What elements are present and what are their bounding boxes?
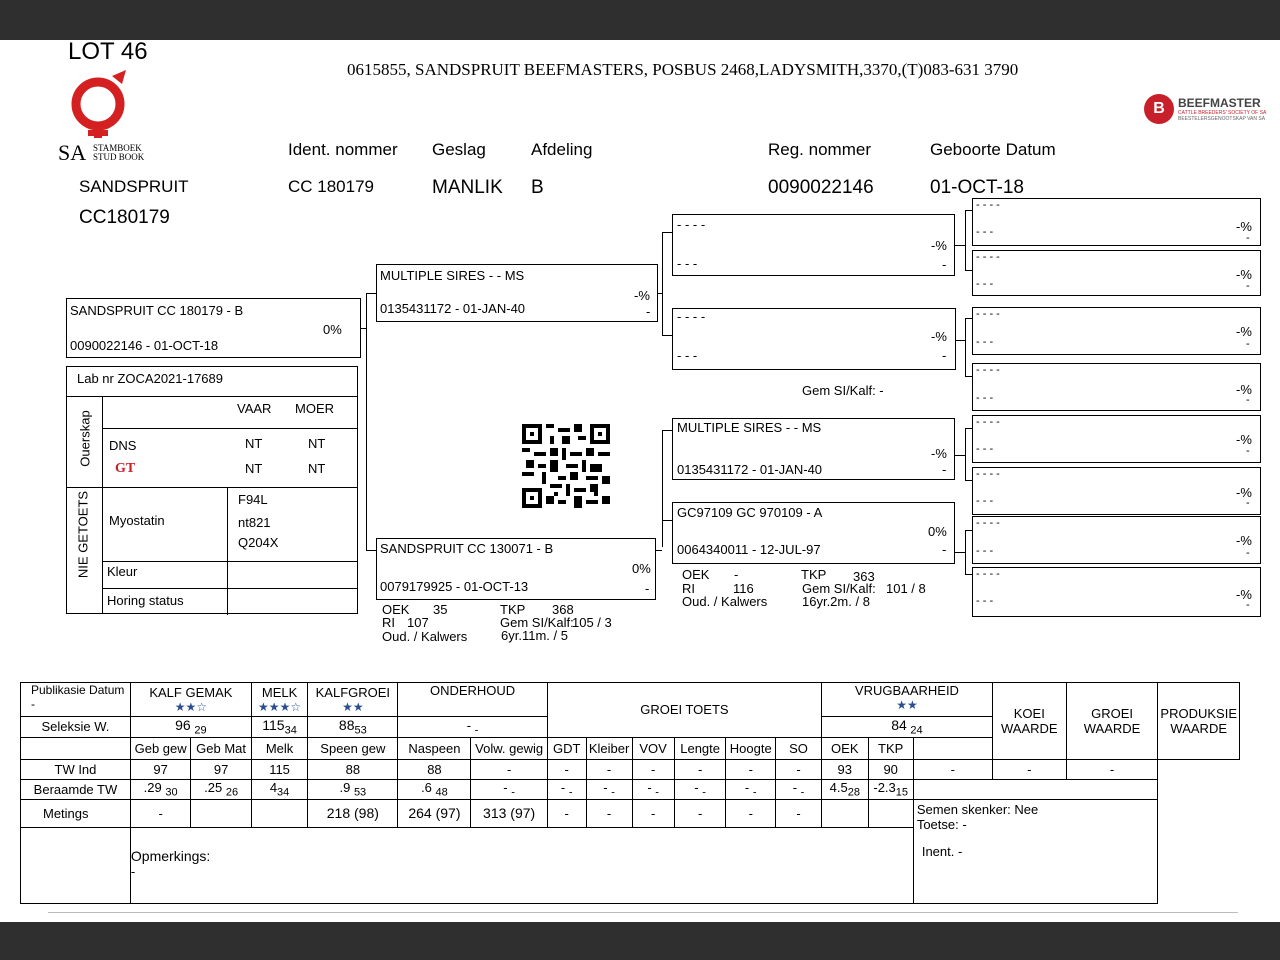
sire-pct: -%	[634, 288, 650, 303]
bt-cell	[130, 779, 190, 799]
col-so: SO	[776, 737, 822, 759]
met-cell: -	[130, 799, 190, 827]
opmerkings-label: Opmerkings:	[130, 847, 211, 864]
dam-tkp: 368	[552, 602, 574, 617]
melk-stars: ★★★☆	[258, 700, 302, 714]
footer-rule	[48, 912, 1238, 913]
ggp5-dash: -	[1246, 445, 1250, 457]
tw-cell: -	[674, 759, 726, 779]
gp4-gem: 101 / 8	[886, 581, 926, 596]
ggp8-dash: -	[1246, 599, 1250, 611]
col-speen-gew: Speen gew	[308, 737, 398, 759]
animal-pct: 0%	[323, 322, 342, 337]
nie-getoets-label: NIE GETOETS	[75, 490, 91, 579]
ggp3-dash: -	[1246, 338, 1250, 350]
sire-dash: -	[646, 304, 651, 319]
kalf-gemak-header	[130, 683, 251, 717]
sel-melk	[251, 717, 307, 738]
seleksie-label: Seleksie W.	[21, 717, 131, 738]
gp3-reg: 0135431172 - 01-JAN-40	[677, 462, 823, 477]
col-kleiber: Kleiber	[586, 737, 632, 759]
col-naspeen: Naspeen	[398, 737, 471, 759]
bt-value: -	[694, 779, 699, 795]
tw-cell: -	[586, 759, 632, 779]
ggp8-reg: - - -	[976, 595, 994, 607]
performance-table	[20, 682, 1240, 904]
gp4-gem-label: Gem SI/Kalf:	[802, 581, 876, 596]
ggp4-reg: - - -	[976, 392, 994, 404]
gp4-dash: -	[942, 542, 947, 557]
gp4-oek: -	[734, 567, 739, 582]
lot-number: LOT 46	[68, 38, 148, 65]
gp4-pct: 0%	[928, 524, 947, 539]
dam-box	[376, 538, 656, 600]
ggp1-pct: -%	[1236, 219, 1252, 234]
bt-cell	[251, 779, 307, 799]
sel-kalfgroei-value: 88	[338, 717, 355, 733]
groei-waarde-header: GROEI WAARDE	[1066, 683, 1158, 760]
sire-connector	[662, 232, 663, 335]
bt-value: -2.3	[873, 779, 896, 795]
bt-value: -	[792, 779, 798, 795]
gp3-pct: -%	[931, 446, 947, 461]
dob-label: Geboorte Datum	[930, 140, 1056, 159]
dam-ri: 107	[407, 615, 429, 630]
tw-cell: 97	[130, 759, 190, 779]
ggp3-name: - - - -	[976, 308, 1000, 320]
bt-value: .25	[204, 779, 223, 795]
gp1-name: - - - -	[677, 217, 706, 232]
gp4-oud-label: Oud. / Kalwers	[682, 594, 768, 609]
ggp6-reg: - - -	[976, 495, 994, 507]
col-lengte: Lengte	[674, 737, 726, 759]
bt-acc: 15	[895, 786, 909, 799]
sel-kalf-value: 96	[175, 717, 191, 733]
lab-box	[66, 366, 358, 614]
ggp-box-1	[972, 198, 1261, 246]
toetse: Toetse: -	[916, 816, 967, 832]
melk-header	[251, 683, 307, 717]
bt-cell	[726, 779, 776, 799]
ident-value: CC 180179	[288, 177, 375, 196]
gp2-reg: - - -	[677, 348, 698, 363]
ggp2-name: - - - -	[976, 251, 1000, 263]
sel-melk-value: 115	[262, 717, 285, 733]
reg-value: 0090022146	[768, 177, 874, 198]
gp4-tkp-label: TKP	[801, 567, 827, 582]
vrugbaarheid-header	[822, 683, 993, 717]
inent: Inent. -	[921, 843, 963, 859]
ggp1-reg: - - -	[976, 226, 994, 238]
tw-cell: 88	[398, 759, 471, 779]
gp1-pct: -%	[931, 238, 947, 253]
bt-cell	[398, 779, 471, 799]
ident-label: Ident. nommer	[288, 140, 398, 159]
bt-value: .29	[143, 779, 162, 795]
dam-gem: 105 / 3	[572, 615, 612, 630]
ggp5-name: - - - -	[976, 416, 1000, 428]
met-cell: 218 (98)	[308, 799, 398, 827]
metings-row	[21, 799, 1240, 827]
tw-cell: -	[776, 759, 822, 779]
gp2-name: - - - -	[677, 309, 706, 324]
dam-dash: -	[645, 581, 650, 596]
bt-value: -	[560, 779, 566, 795]
myostatin-label: Myostatin	[109, 513, 165, 528]
bt-acc: 26	[225, 786, 239, 799]
bt-value: -	[647, 779, 652, 795]
tw-row	[21, 759, 1240, 779]
dam-oek-label: OEK	[382, 602, 410, 617]
groei-toets-header: GROEI TOETS	[547, 683, 821, 738]
animal-box	[66, 298, 361, 358]
lab-number: Lab nr ZOCA2021-17689	[77, 371, 223, 386]
ggp-box-5	[972, 415, 1261, 463]
met-cell: -	[776, 799, 822, 827]
gp1-dash: -	[942, 257, 947, 272]
bt-value: -	[503, 779, 508, 795]
dns-moer-1: NT	[308, 436, 326, 451]
bt-value: .9	[339, 779, 351, 795]
met-cell: -	[726, 799, 776, 827]
bt-cell	[471, 779, 547, 799]
bottom-bar	[0, 922, 1280, 960]
gp4-oud: 16yr.2m. / 8	[802, 594, 870, 609]
geslag-value: MANLIK	[432, 177, 503, 198]
ggp-box-3	[972, 307, 1261, 355]
sa-logo-line2: STUD BOOK	[93, 152, 145, 162]
met-cell: -	[586, 799, 632, 827]
met-cell: -	[547, 799, 586, 827]
ggp8-pct: -%	[1236, 587, 1252, 602]
dam-tkp-label: TKP	[500, 602, 526, 617]
animal-name: SANDSPRUIT CC 180179 - B	[70, 303, 244, 318]
tw-cell: -	[632, 759, 674, 779]
sire-reg: 0135431172 - 01-JAN-40	[380, 301, 526, 316]
sel-onderhoud-acc: -	[474, 724, 479, 737]
publikasie-cell	[21, 683, 131, 717]
bt-value: 4.5	[829, 779, 848, 795]
gt-logo-icon: GT	[115, 461, 136, 476]
dns-vaar-2: NT	[245, 461, 263, 476]
kalfgroei-stars: ★★	[342, 700, 364, 714]
horing-label: Horing status	[107, 593, 184, 608]
ggp5-reg: - - -	[976, 443, 994, 455]
ouerskap-label: Ouerskap	[77, 410, 93, 467]
bt-acc: 30	[165, 786, 178, 799]
herd-name: SANDSPRUIT	[79, 177, 189, 196]
met-cell: -	[632, 799, 674, 827]
tw-cell: 93	[822, 759, 869, 779]
koei-waarde-header: KOEI WAARDE	[992, 683, 1066, 760]
opmerkings-value: -	[130, 863, 136, 879]
col-gdt: GDT	[547, 737, 586, 759]
ggp7-reg: - - -	[976, 545, 994, 557]
myostatin-value-2: nt821	[238, 515, 271, 530]
ggp6-pct: -%	[1236, 485, 1252, 500]
ggp6-dash: -	[1246, 497, 1250, 509]
ggp2-pct: -%	[1236, 267, 1252, 282]
sel-vrug	[822, 717, 993, 738]
col-geb-gew: Geb gew	[130, 737, 190, 759]
publikasie-value: -	[31, 697, 35, 711]
ggp1-dash: -	[1246, 232, 1250, 244]
bt-cell	[308, 779, 398, 799]
bt-extra	[913, 779, 1158, 799]
ggp4-name: - - - -	[976, 364, 1000, 376]
sa-logo-prefix: SA	[58, 140, 87, 165]
ggp3-pct: -%	[1236, 324, 1252, 339]
sire-box	[376, 264, 658, 322]
ggp-box-6	[972, 467, 1261, 515]
sa-logo-line1: STAMBOEK	[93, 143, 142, 153]
bt-cell	[674, 779, 726, 799]
breeder-line: 0615855, SANDSPRUIT BEEFMASTERS, POSBUS 2468,LADYSMITH,3370,(T)083-631 3790	[347, 60, 1019, 79]
bt-cell	[868, 779, 913, 799]
metings-label: Metings	[21, 799, 131, 827]
tw-cell: -	[547, 759, 586, 779]
bt-acc: 48	[435, 786, 448, 799]
notes-cell	[913, 799, 1158, 903]
gp4-ri: 116	[733, 581, 754, 596]
tw-groei: -	[992, 759, 1066, 779]
afdeling-label: Afdeling	[531, 140, 593, 159]
vrugbaarheid-label: VRUGBAARHEID	[854, 683, 959, 698]
beefmaster-name: BEEFMASTER	[1178, 96, 1261, 110]
myostatin-value-3: Q204X	[238, 535, 279, 550]
met-cell	[822, 799, 869, 827]
gp4-tkp: 363	[853, 569, 875, 584]
dob-value: 01-OCT-18	[930, 177, 1024, 198]
grandparent-box-1	[672, 214, 955, 276]
dam-oek: 35	[433, 602, 448, 617]
dns-vaar-1: NT	[245, 436, 263, 451]
tw-produksie: -	[1066, 759, 1158, 779]
semen-skenker: Semen skenker: Nee	[916, 801, 1039, 817]
gp3-name: MULTIPLE SIRES - - MS	[677, 420, 822, 435]
ggp3-reg: - - -	[976, 336, 994, 348]
bt-value: .6	[421, 779, 432, 795]
dam-connector	[662, 430, 663, 547]
ggp-box-4	[972, 363, 1261, 411]
col-hoogte: Hoogte	[726, 737, 776, 759]
sel-onderhoud-value: -	[466, 717, 472, 733]
vaar-label: VAAR	[237, 401, 272, 416]
col-header-blank	[21, 737, 131, 759]
bt-cell	[547, 779, 586, 799]
moer-label: MOER	[295, 401, 334, 416]
onderhoud-header: ONDERHOUD	[398, 683, 547, 717]
kalf-gemak-label: KALF GEMAK	[149, 685, 233, 700]
sire-name: MULTIPLE SIRES - - MS	[380, 268, 525, 283]
ggp-connector-2	[965, 318, 966, 376]
bt-acc: -	[752, 786, 757, 799]
bt-cell	[586, 779, 632, 799]
met-cell	[191, 799, 251, 827]
col-vov: VOV	[632, 737, 674, 759]
tw-label: TW Ind	[21, 759, 131, 779]
tw-cell: 115	[251, 759, 307, 779]
kleur-label: Kleur	[107, 564, 138, 579]
col-tkp: TKP	[868, 737, 913, 759]
met-cell: 313 (97)	[471, 799, 547, 827]
ggp5-pct: -%	[1236, 432, 1252, 447]
qr-code-icon	[522, 424, 610, 508]
gp1-reg: - - -	[677, 256, 698, 271]
dns-label: DNS	[109, 438, 137, 453]
col-geb-mat: Geb Mat	[191, 737, 251, 759]
melk-label: MELK	[261, 685, 298, 700]
bt-acc: 53	[353, 786, 367, 799]
sel-kalf-gemak	[130, 717, 251, 738]
beefmaster-logo-icon: B	[1144, 94, 1174, 124]
ggp1-name: - - - -	[976, 199, 1000, 211]
gp4-name: GC97109 GC 970109 - A	[677, 505, 823, 520]
sel-kalfgroei	[308, 717, 398, 738]
ggp4-pct: -%	[1236, 382, 1252, 397]
met-cell: 264 (97)	[398, 799, 471, 827]
bt-acc: 34	[277, 786, 290, 799]
ggp6-name: - - - -	[976, 468, 1000, 480]
tw-cell: 88	[308, 759, 398, 779]
ggp-connector-4	[965, 530, 966, 574]
kalfgroei-label: KALFGROEI	[315, 685, 391, 700]
bt-acc: -	[800, 786, 805, 799]
sel-onderhoud	[398, 717, 547, 738]
beefmaster-sub1: CATTLE BREEDERS' SOCIETY OF SA	[1178, 110, 1267, 116]
myostatin-value-1: F94L	[238, 492, 268, 507]
tw-koei: -	[913, 759, 992, 779]
kalfgroei-header	[308, 683, 398, 717]
dam-oud: 6yr.11m. / 5	[501, 628, 568, 643]
bt-value: -	[603, 779, 608, 795]
animal-reg-dob: 0090022146 - 01-OCT-18	[70, 338, 219, 353]
bt-acc: 28	[847, 786, 860, 799]
dam-name: SANDSPRUIT CC 130071 - B	[380, 541, 554, 556]
ggp-box-7	[972, 516, 1261, 564]
reg-label: Reg. nommer	[768, 140, 871, 159]
ggp7-name: - - - -	[976, 517, 1000, 529]
tw-cell: 90	[868, 759, 913, 779]
animal-id: CC180179	[79, 207, 170, 228]
met-cell	[251, 799, 307, 827]
sel-melk-acc: 34	[284, 724, 297, 737]
dam-gem-label: Gem SI/Kalf:	[500, 615, 574, 630]
ggp-box-8	[972, 567, 1261, 617]
bt-acc: -	[611, 786, 615, 799]
geslag-label: Geslag	[432, 140, 486, 159]
gp3-dash: -	[942, 462, 947, 477]
bt-value: 4	[269, 779, 278, 795]
ggp-connector-1	[965, 210, 966, 270]
ggp2-reg: - - -	[976, 278, 994, 290]
bt-acc: -	[655, 786, 659, 799]
beraamde-row	[21, 779, 1240, 799]
dam-pct: 0%	[632, 561, 651, 576]
bt-cell	[632, 779, 674, 799]
col-volw-gewig: Volw. gewig	[471, 737, 547, 759]
col-melk: Melk	[251, 737, 307, 759]
ggp-connector-3	[965, 428, 966, 480]
bt-cell	[776, 779, 822, 799]
bt-value: -	[744, 779, 750, 795]
dam-oud-label: Oud. / Kalwers	[382, 629, 468, 644]
ggp7-dash: -	[1246, 547, 1250, 559]
ggp-box-2	[972, 250, 1261, 296]
grandparent-box-4	[672, 502, 955, 564]
dns-moer-2: NT	[308, 461, 326, 476]
publikasie-label: Publikasie Datum	[31, 683, 125, 697]
gp4-oek-label: OEK	[682, 567, 710, 582]
dam-ri-label: RI	[382, 615, 395, 630]
gp4-ri-label: RI	[682, 581, 695, 596]
gp2-gem: Gem SI/Kalf: -	[802, 383, 884, 398]
sel-vrug-acc: 24	[910, 724, 923, 737]
gp2-dash: -	[942, 348, 947, 363]
top-bar	[0, 0, 1280, 40]
vrugbaarheid-stars: ★★	[896, 698, 918, 712]
tw-cell: 97	[191, 759, 251, 779]
ggp4-dash: -	[1246, 394, 1250, 406]
sel-kalfgroei-acc: 53	[354, 724, 367, 737]
met-cell	[868, 799, 913, 827]
met-cell: -	[674, 799, 726, 827]
ggp7-pct: -%	[1236, 533, 1252, 548]
produksie-waarde-header: PRODUKSIE WAARDE	[1158, 683, 1240, 760]
kalf-gemak-stars: ★★☆	[174, 700, 208, 714]
opm-blank	[21, 827, 131, 903]
gp2-pct: -%	[931, 329, 947, 344]
grandparent-box-2	[672, 308, 956, 370]
bt-cell	[191, 779, 251, 799]
tw-cell: -	[471, 759, 547, 779]
grandparent-box-3	[672, 418, 955, 480]
ggp8-name: - - - -	[976, 568, 1000, 580]
bt-acc: -	[511, 786, 515, 799]
bt-cell	[822, 779, 869, 799]
bt-label: Beraamde TW	[21, 779, 131, 799]
sel-kalf-acc: 29	[194, 724, 207, 737]
bt-acc: -	[702, 786, 706, 799]
dam-reg: 0079179925 - 01-OCT-13	[380, 579, 529, 594]
opmerkings-cell	[130, 827, 913, 903]
ggp2-dash: -	[1246, 280, 1250, 292]
sel-vrug-value: 84	[891, 717, 907, 733]
beefmaster-sub2: BEESTELERSGENOOTSKAP VAN SA	[1178, 116, 1266, 122]
tw-cell: -	[726, 759, 776, 779]
pedigree-line	[366, 293, 367, 550]
col-oek: OEK	[822, 737, 869, 759]
gp4-reg: 0064340011 - 12-JUL-97	[677, 542, 821, 557]
afdeling-value: B	[531, 177, 544, 198]
bt-acc: -	[568, 786, 573, 799]
